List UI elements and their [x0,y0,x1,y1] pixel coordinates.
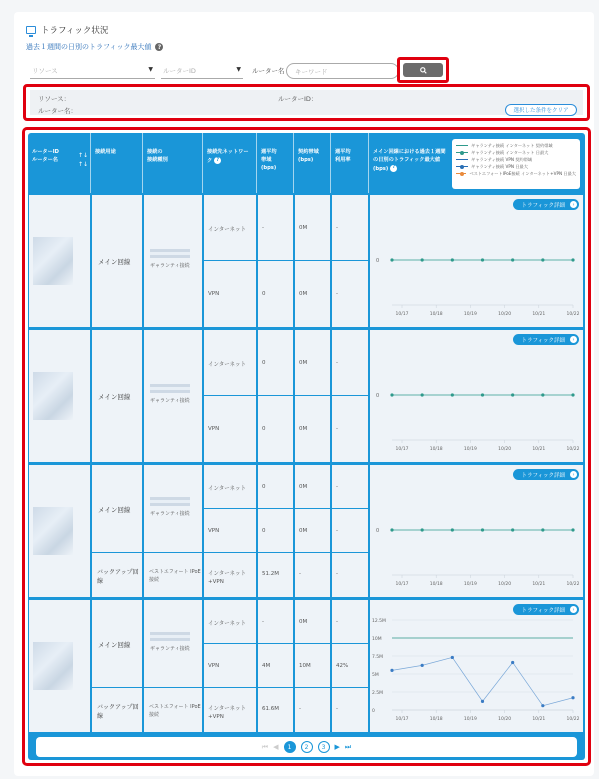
x-tick-label: 10/19 [463,582,477,587]
x-tick-label: 10/17 [395,312,409,317]
pagination [36,737,577,757]
conditions-inner [30,90,583,115]
backup-avg_bw-value: 61.6M [262,706,279,712]
avg_bw-value: - [262,224,264,231]
x-tick-label: 10/21 [532,447,546,452]
legend-line-icon [456,159,468,160]
legend-line-icon [456,145,468,146]
arrow-right-icon: › [570,606,577,613]
th-usage: 接続用途 [91,133,143,193]
resource-placeholder: リソース [32,67,58,75]
arrow-right-icon: › [570,336,577,343]
cond-router-name: ルーター名： [38,107,77,115]
legend-label: ギャランティ接続 インターネット 契約帯域 [471,142,553,148]
backup-avg_bw-value: 51.2M [262,571,279,577]
router-id-blurred [33,372,73,420]
data-point [481,393,484,396]
usage-label: メイン回線 [98,393,131,401]
legend-line-icon [456,166,468,167]
usage-label: メイン回線 [98,505,131,514]
legend-dot-icon [460,151,464,155]
data-point [571,258,574,261]
legend-item [456,142,576,149]
data-point [451,656,454,659]
avg_usage-value: - [336,527,338,534]
th-router[interactable]: ルーターID ルーター名 [28,133,91,193]
traffic-chart-cell [370,600,583,732]
arrow-right-icon: › [570,471,577,478]
data-point [571,393,574,396]
legend-label: ギャランティ接続 インターネット 日最大 [471,149,549,155]
data-point [481,528,484,531]
y-tick-label: 10M [372,637,382,642]
type-label: ギャランティ接続 [150,510,190,517]
data-point [541,528,544,531]
traffic-detail-label: トラフィック詳細 [521,202,565,209]
x-tick-label: 10/17 [395,447,409,452]
caret-down-icon: ▼ [148,66,153,73]
th-network-label: 接続先ネットワーク [207,149,249,164]
type-label: ギャランティ接続 [150,398,190,404]
data-point [541,258,544,261]
filter-bar [30,63,580,81]
x-tick-label: 10/17 [395,582,409,587]
page-header [26,24,108,36]
avg_usage-value: - [336,426,338,432]
cond-resource: リソース： [38,95,71,103]
router-id-select[interactable] [161,63,243,79]
traffic-table [28,133,585,760]
y-tick-label: 0 [376,258,380,264]
series-line [392,657,573,705]
help-icon[interactable]: ? [155,43,163,51]
backup-avg_usage-value: - [336,571,338,577]
data-point [481,258,484,261]
x-tick-label: 10/20 [498,447,512,452]
backup-usage-label: バックアップ回線 [97,704,139,720]
x-tick-label: 10/21 [532,717,546,722]
x-tick-label: 10/18 [429,447,443,452]
legend-label: ベストエフォートIPoE接続 インターネット+VPN 日最大 [469,170,576,176]
router-id-placeholder: ルーターID [163,67,196,75]
traffic-chart [370,195,583,327]
contract_bw-value: 0M [299,527,308,534]
traffic-chart-cell [370,195,583,327]
x-tick-label: 10/22 [566,312,580,317]
data-point [390,393,393,396]
help-icon[interactable]: ? [214,157,221,164]
type-image [150,384,190,393]
prev-page-icon[interactable]: ◀ [273,743,279,751]
avg_bw-value: 0 [262,291,266,297]
x-tick-label: 10/22 [566,447,580,452]
x-tick-label: 10/22 [566,717,580,722]
legend-label: ギャランティ接続 VPN 契約帯域 [471,156,533,162]
conditions-box [23,84,590,121]
y-tick-label: 7.5M [372,655,384,660]
x-tick-label: 10/19 [463,447,477,452]
next-page-icon[interactable]: ▶ [334,743,340,751]
legend-dot-icon [460,172,464,176]
last-page-icon[interactable]: ⏭ [344,742,352,751]
avg_bw-value: 0 [262,426,266,432]
th-avg-usage: 週平均 利用率 [331,133,369,193]
y-tick-label: 0 [376,393,380,399]
avg_bw-value: 0 [262,483,266,490]
y-tick-label: 5M [372,673,379,678]
data-point [421,664,424,667]
x-tick-label: 10/19 [463,312,477,317]
avg_usage-value: - [336,618,338,625]
search-button[interactable] [403,63,443,77]
router-name-label: ルーター名 [252,67,285,75]
backup-type-label: ベストエフォート IPoE接続 [149,704,201,718]
backup-network-value: インターネット +VPN [208,706,247,721]
data-point [451,393,454,396]
data-point [421,258,424,261]
router-id-blurred [33,642,73,690]
network-value: インターネット [208,361,247,368]
th-traffic-label: メイン回線における過去１週間の日別のトラフィック最大値(bps) [373,149,446,172]
traffic-detail-label: トラフィック詳細 [521,337,565,344]
th-contract-bw: 契約帯域 (bps) [294,133,331,193]
data-point [511,528,514,531]
backup-network-value: インターネット +VPN [208,571,247,586]
resource-select[interactable] [30,63,155,79]
data-point [511,661,514,664]
page-title: トラフィック状況 [41,26,109,36]
search-icon [420,67,427,74]
router-id-blurred [33,507,73,555]
type-label: ギャランティ接続 [150,645,190,652]
backup-contract_bw-value: - [299,571,301,577]
contract_bw-value: 10M [299,662,311,669]
type-image [150,249,190,258]
data-point [421,393,424,396]
legend-item [456,170,576,177]
y-tick-label: 0 [376,528,380,534]
avg_usage-value: - [336,224,338,231]
x-tick-label: 10/20 [498,717,512,722]
network-value: VPN [208,426,220,432]
network-value: VPN [208,291,220,297]
data-point [390,258,393,261]
data-point [481,700,484,703]
data-point [390,669,393,672]
y-tick-label: 0 [372,709,375,714]
data-point [541,704,544,707]
th-network [203,133,257,193]
keyword-placeholder: キーワード [295,68,328,76]
traffic-chart-cell [370,465,583,597]
data-point [451,258,454,261]
x-tick-label: 10/21 [532,582,546,587]
x-tick-label: 10/22 [566,582,580,587]
type-label: ギャランティ接続 [150,263,190,269]
type-cell [144,330,202,462]
page-2[interactable]: 2 [301,741,313,753]
th-type: 接続の 接続種別 [143,133,203,193]
legend-label: ギャランティ接続 VPN 日最大 [471,163,528,169]
data-point [421,528,424,531]
contract_bw-value: 0M [299,291,308,297]
arrow-right-icon: › [570,201,577,208]
data-point [451,528,454,531]
page-3[interactable]: 3 [318,741,330,753]
y-tick-label: 2.5M [372,691,384,696]
traffic-chart [370,330,583,462]
page-subtitle [26,42,163,52]
router-id-blurred [33,237,73,285]
cond-router-id: ルーターID： [278,95,318,103]
usage-label: メイン回線 [98,640,131,649]
page-1[interactable]: 1 [284,741,296,753]
x-tick-label: 10/18 [429,717,443,722]
avg_bw-value: 0 [262,359,266,366]
subtitle-text: 過去１週間の日別のトラフィック最大値 [26,43,152,51]
avg_usage-value: 42% [336,662,349,669]
sort-icon[interactable]: ↑↓ ↑↓ [78,152,89,168]
first-page-icon[interactable]: ⏮ [261,742,269,751]
avg_usage-value: - [336,359,338,366]
network-value: VPN [208,527,220,534]
data-point [541,393,544,396]
x-tick-label: 10/21 [532,312,546,317]
data-point [571,696,574,699]
avg_bw-value: 4M [262,662,271,669]
type-cell [144,195,202,327]
type-image [150,497,190,506]
traffic-chart-cell [370,330,583,462]
traffic-detail-label: トラフィック詳細 [521,472,565,479]
keyword-input[interactable] [286,63,399,79]
usage-label: メイン回線 [98,258,131,266]
legend-line-icon [456,152,468,153]
x-tick-label: 10/18 [429,312,443,317]
legend-item [456,149,576,156]
data-point [571,528,574,531]
legend-item [456,156,576,163]
data-point [511,393,514,396]
legend-item [456,163,576,170]
contract_bw-value: 0M [299,426,308,432]
traffic-chart [370,465,583,597]
type-cell [144,465,202,552]
table-header [28,133,585,193]
type-image [150,632,190,641]
avg_bw-value: 0 [262,527,266,534]
x-tick-label: 10/17 [395,717,409,722]
data-point [511,258,514,261]
contract_bw-value: 0M [299,618,308,625]
contract_bw-value: 0M [299,359,308,366]
legend-line-icon [456,173,466,174]
avg_usage-value: - [336,291,338,297]
avg_usage-value: - [336,483,338,490]
x-tick-label: 10/20 [498,312,512,317]
legend-dot-icon [460,165,464,169]
network-value: インターネット [208,485,247,492]
avg_bw-value: - [262,618,264,625]
th-avg-bw: 週平均 帯域 (bps) [257,133,294,193]
network-value: インターネット [208,226,247,233]
traffic-chart [370,600,583,732]
x-tick-label: 10/19 [463,717,477,722]
th-traffic [369,133,451,193]
contract_bw-value: 0M [299,483,308,490]
network-value: VPN [208,662,220,669]
x-tick-label: 10/18 [429,582,443,587]
backup-avg_usage-value: - [336,706,338,712]
type-cell [144,600,202,687]
contract_bw-value: 0M [299,224,308,231]
chart-legend [452,139,580,189]
x-tick-label: 10/20 [498,582,512,587]
caret-down-icon: ▼ [236,66,241,73]
monitor-icon [26,26,36,34]
traffic-detail-label: トラフィック詳細 [521,607,565,614]
clear-conditions-button[interactable]: 選択した条件をクリア [505,104,577,116]
network-value: インターネット [208,620,247,627]
backup-type-label: ベストエフォート IPoE接続 [149,569,201,583]
backup-contract_bw-value: - [299,706,301,712]
backup-usage-label: バックアップ回線 [97,569,139,585]
help-icon[interactable]: ? [390,165,397,172]
y-tick-label: 12.5M [372,619,386,624]
data-point [390,528,393,531]
